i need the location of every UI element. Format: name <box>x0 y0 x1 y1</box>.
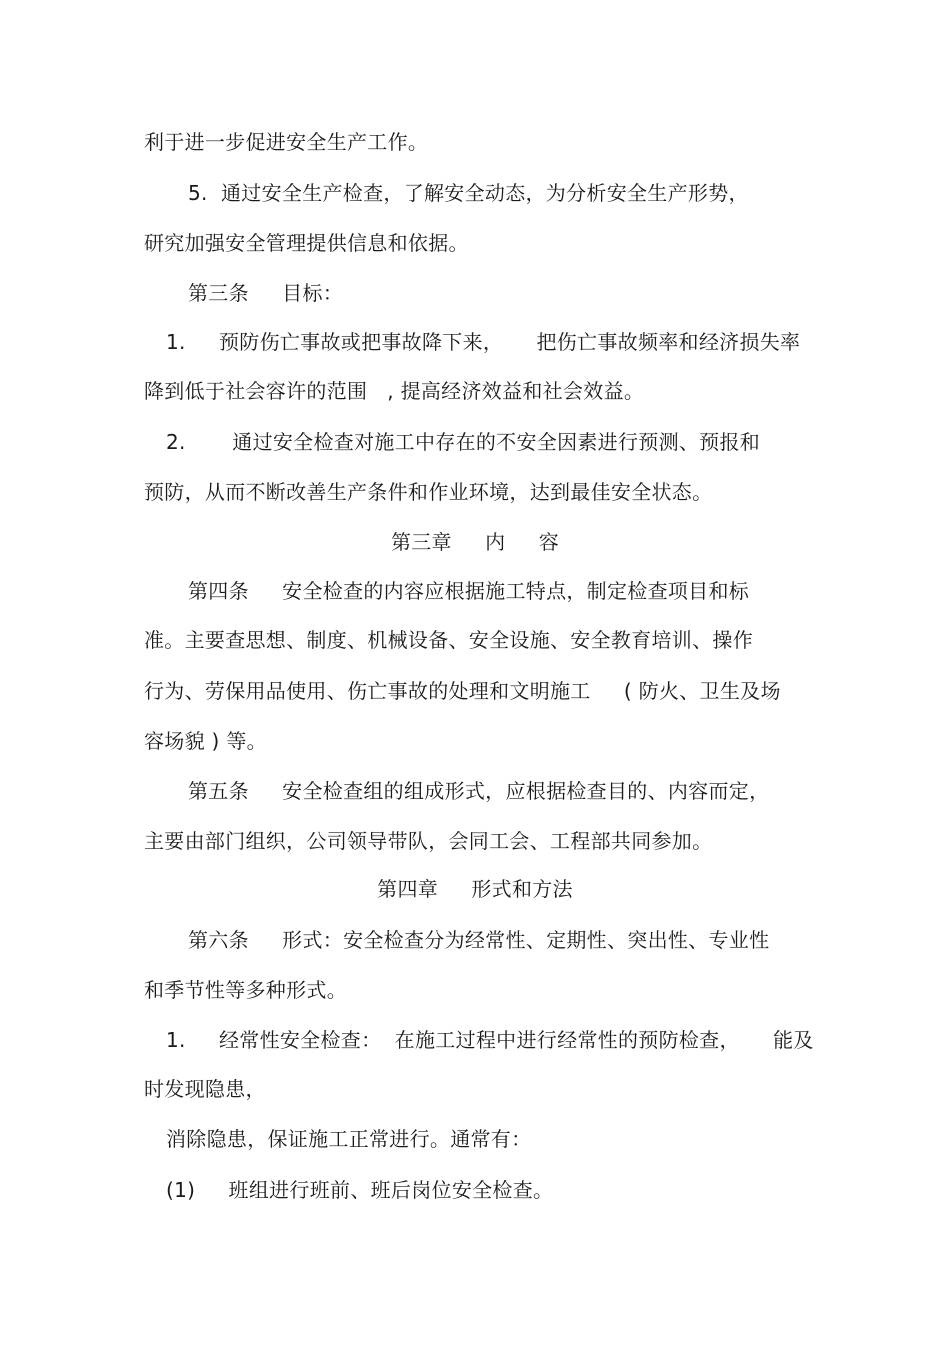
paragraph-line: 和季节性等多种形式。 <box>144 978 347 1002</box>
paragraph-line: 消除隐患，保证施工正常进行。通常有： <box>166 1127 532 1151</box>
paragraph-line: 1. 预防伤亡事故或把事故降下来， 把伤亡事故频率和经济损失率 <box>166 330 801 354</box>
paragraph-line: 第四条 安全检查的内容应根据施工特点，制定检查项目和标 <box>188 579 750 603</box>
chapter-heading: 第三章 内 容 <box>390 530 560 554</box>
paragraph-line: (1) 班组进行班前、班后岗位安全检查。 <box>166 1178 554 1202</box>
paragraph-line: 第五条 安全检查组的组成形式，应根据检查目的、内容而定， <box>188 779 770 803</box>
paragraph-line: 容场貌 ) 等。 <box>144 729 267 753</box>
paragraph-line: 2. 通过安全检查对施工中存在的不安全因素进行预测、预报和 <box>166 430 761 454</box>
paragraph-line: 降到低于社会容许的范围 , 提高经济效益和社会效益。 <box>144 379 645 403</box>
chapter-heading: 第四章 形式和方法 <box>377 877 573 901</box>
paragraph-line: 预防，从而不断改善生产条件和作业环境，达到最佳安全状态。 <box>144 480 713 504</box>
paragraph-line: 时发现隐患， <box>144 1077 266 1101</box>
paragraph-line: 第六条 形式：安全检查分为经常性、定期性、突出性、专业性 <box>188 928 770 952</box>
paragraph-line: 5. 通过安全生产检查，了解安全动态，为分析安全生产形势， <box>188 181 749 205</box>
paragraph-line: 研究加强安全管理提供信息和依据。 <box>144 231 469 255</box>
paragraph-line: 1. 经常性安全检查： 在施工过程中进行经常性的预防检查， 能及 <box>166 1028 814 1052</box>
paragraph-line: 行为、劳保用品使用、伤亡事故的处理和文明施工 ( 防火、卫生及场 <box>144 679 781 703</box>
paragraph-line: 利于进一步促进安全生产工作。 <box>144 130 429 154</box>
paragraph-line: 准。主要查思想、制度、机械设备、安全设施、安全教育培训、操作 <box>144 628 753 652</box>
article-heading: 第三条 目标： <box>188 281 344 305</box>
paragraph-line: 主要由部门组织，公司领导带队，会同工会、工程部共同参加。 <box>144 829 713 853</box>
